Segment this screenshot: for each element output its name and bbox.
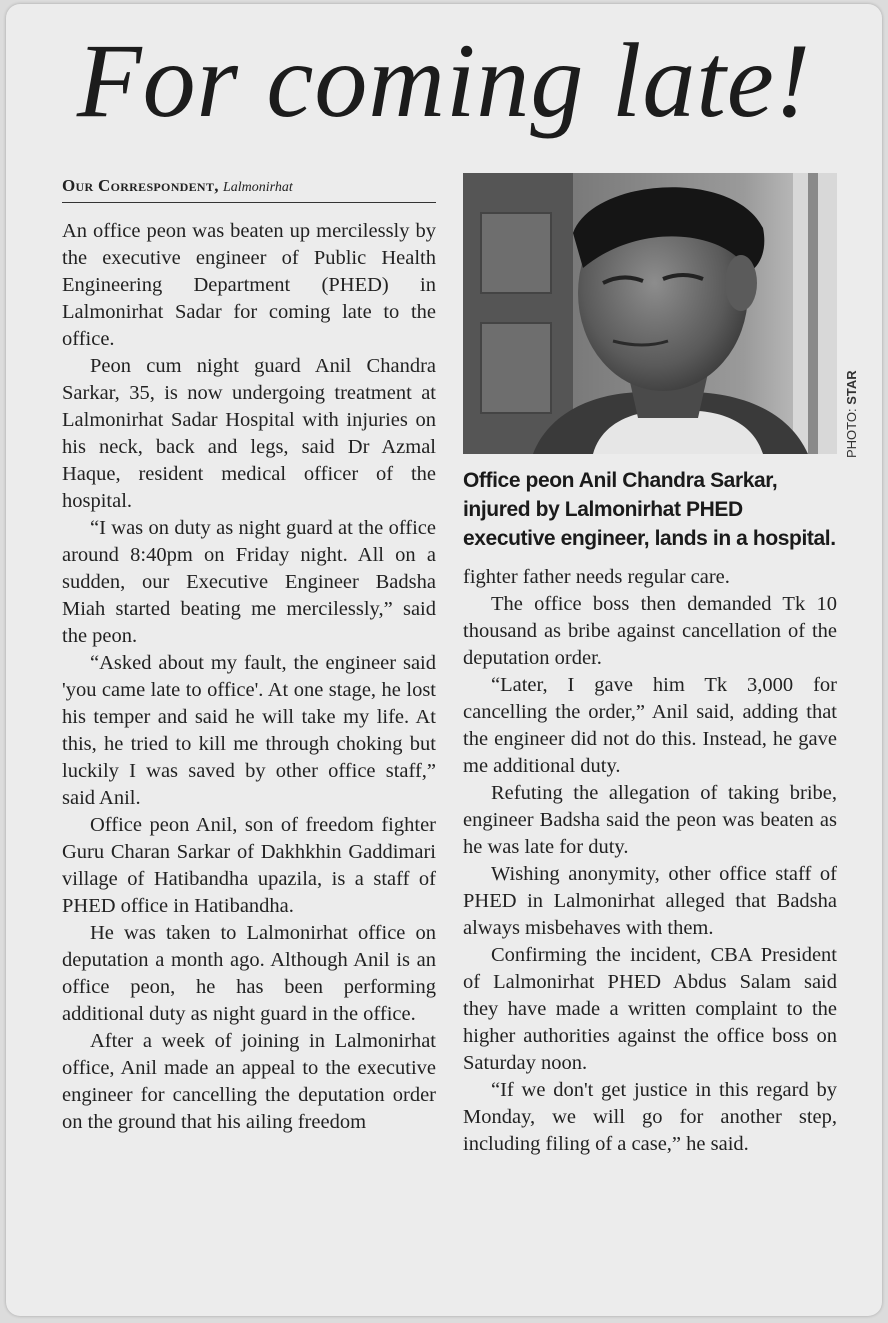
paragraph: Wishing anonymity, other office staff of PHED in Lalmonirhat alleged that Badsha always misbehaves with them. [463,863,837,939]
photo-credit-source: STAR [844,370,859,405]
byline-place: Lalmonirhat [223,180,293,195]
paragraph: “Asked about my fault, the engineer said 'you came late to office'. At one stage, he lost his temper and said he will take my life. At this, he tried to kill me through choking but luckily I was saved by other office staff,” said Anil. [62,652,436,809]
paragraph: The office boss then demanded Tk 10 thousand as bribe against cancellation of the deputation order. [463,593,837,669]
byline [62,176,436,203]
byline-name: Our Correspondent, [62,176,219,195]
paragraph: Peon cum night guard Anil Chandra Sarkar, 35, is now undergoing treatment at Lalmonirhat Sadar Hospital with injuries on his neck, back and legs, said Dr Azmal Haque, resident medical officer of the hospital. [62,355,436,512]
headline: For coming late! [76,22,812,139]
paragraph: Confirming the incident, CBA President of Lalmonirhat PHED Abdus Salam said they have made a written complaint to the higher authorities against the office boss on Saturday noon. [463,944,837,1074]
article-column-2 [463,564,837,1280]
portrait-photo-illustration [463,173,837,454]
paragraph: He was taken to Lalmonirhat office on deputation a month ago. Although Anil is an office peon, he has been performing additional duty as night guard in the office. [62,922,436,1025]
paragraph: “Later, I gave him Tk 3,000 for cancelling the order,” Anil said, adding that the engineer did not do this. Instead, he gave me additional duty. [463,674,837,777]
paragraph: Refuting the allegation of taking bribe, engineer Badsha said the peon was beaten as he was late for duty. [463,782,837,858]
news-photo [463,173,837,454]
photo-credit-prefix: PHOTO: [844,404,859,458]
paragraph: “If we don't get justice in this regard by Monday, we will go for another step, including filing of a case,” he said. [463,1079,837,1155]
paragraph: fighter father needs regular care. [463,566,730,588]
paragraph: “I was on duty as night guard at the office around 8:40pm on Friday night. All on a sudden, our Executive Engineer Badsha Miah started beating me mercilessly,” said the peon. [62,517,436,647]
photo-caption: Office peon Anil Chandra Sarkar, injured by Lalmonirhat PHED executive engineer, lands in a hospital. [463,469,836,550]
paragraph: An office peon was beaten up mercilessly by the executive engineer of Public Health Engineering Department (PHED) in Lalmonirhat Sadar for coming late to the office. [62,220,436,350]
paragraph: After a week of joining in Lalmonirhat office, Anil made an appeal to the executive engineer for cancelling the deputation order on the ground that his ailing freedom [62,1030,436,1133]
paragraph: Office peon Anil, son of freedom fighter Guru Charan Sarkar of Dakhkhin Gaddimari village of Hatibandha upazila, is a staff of PHED office in Hatibandha. [62,814,436,917]
article-column-1 [62,218,436,1278]
photo-credit [844,338,859,458]
